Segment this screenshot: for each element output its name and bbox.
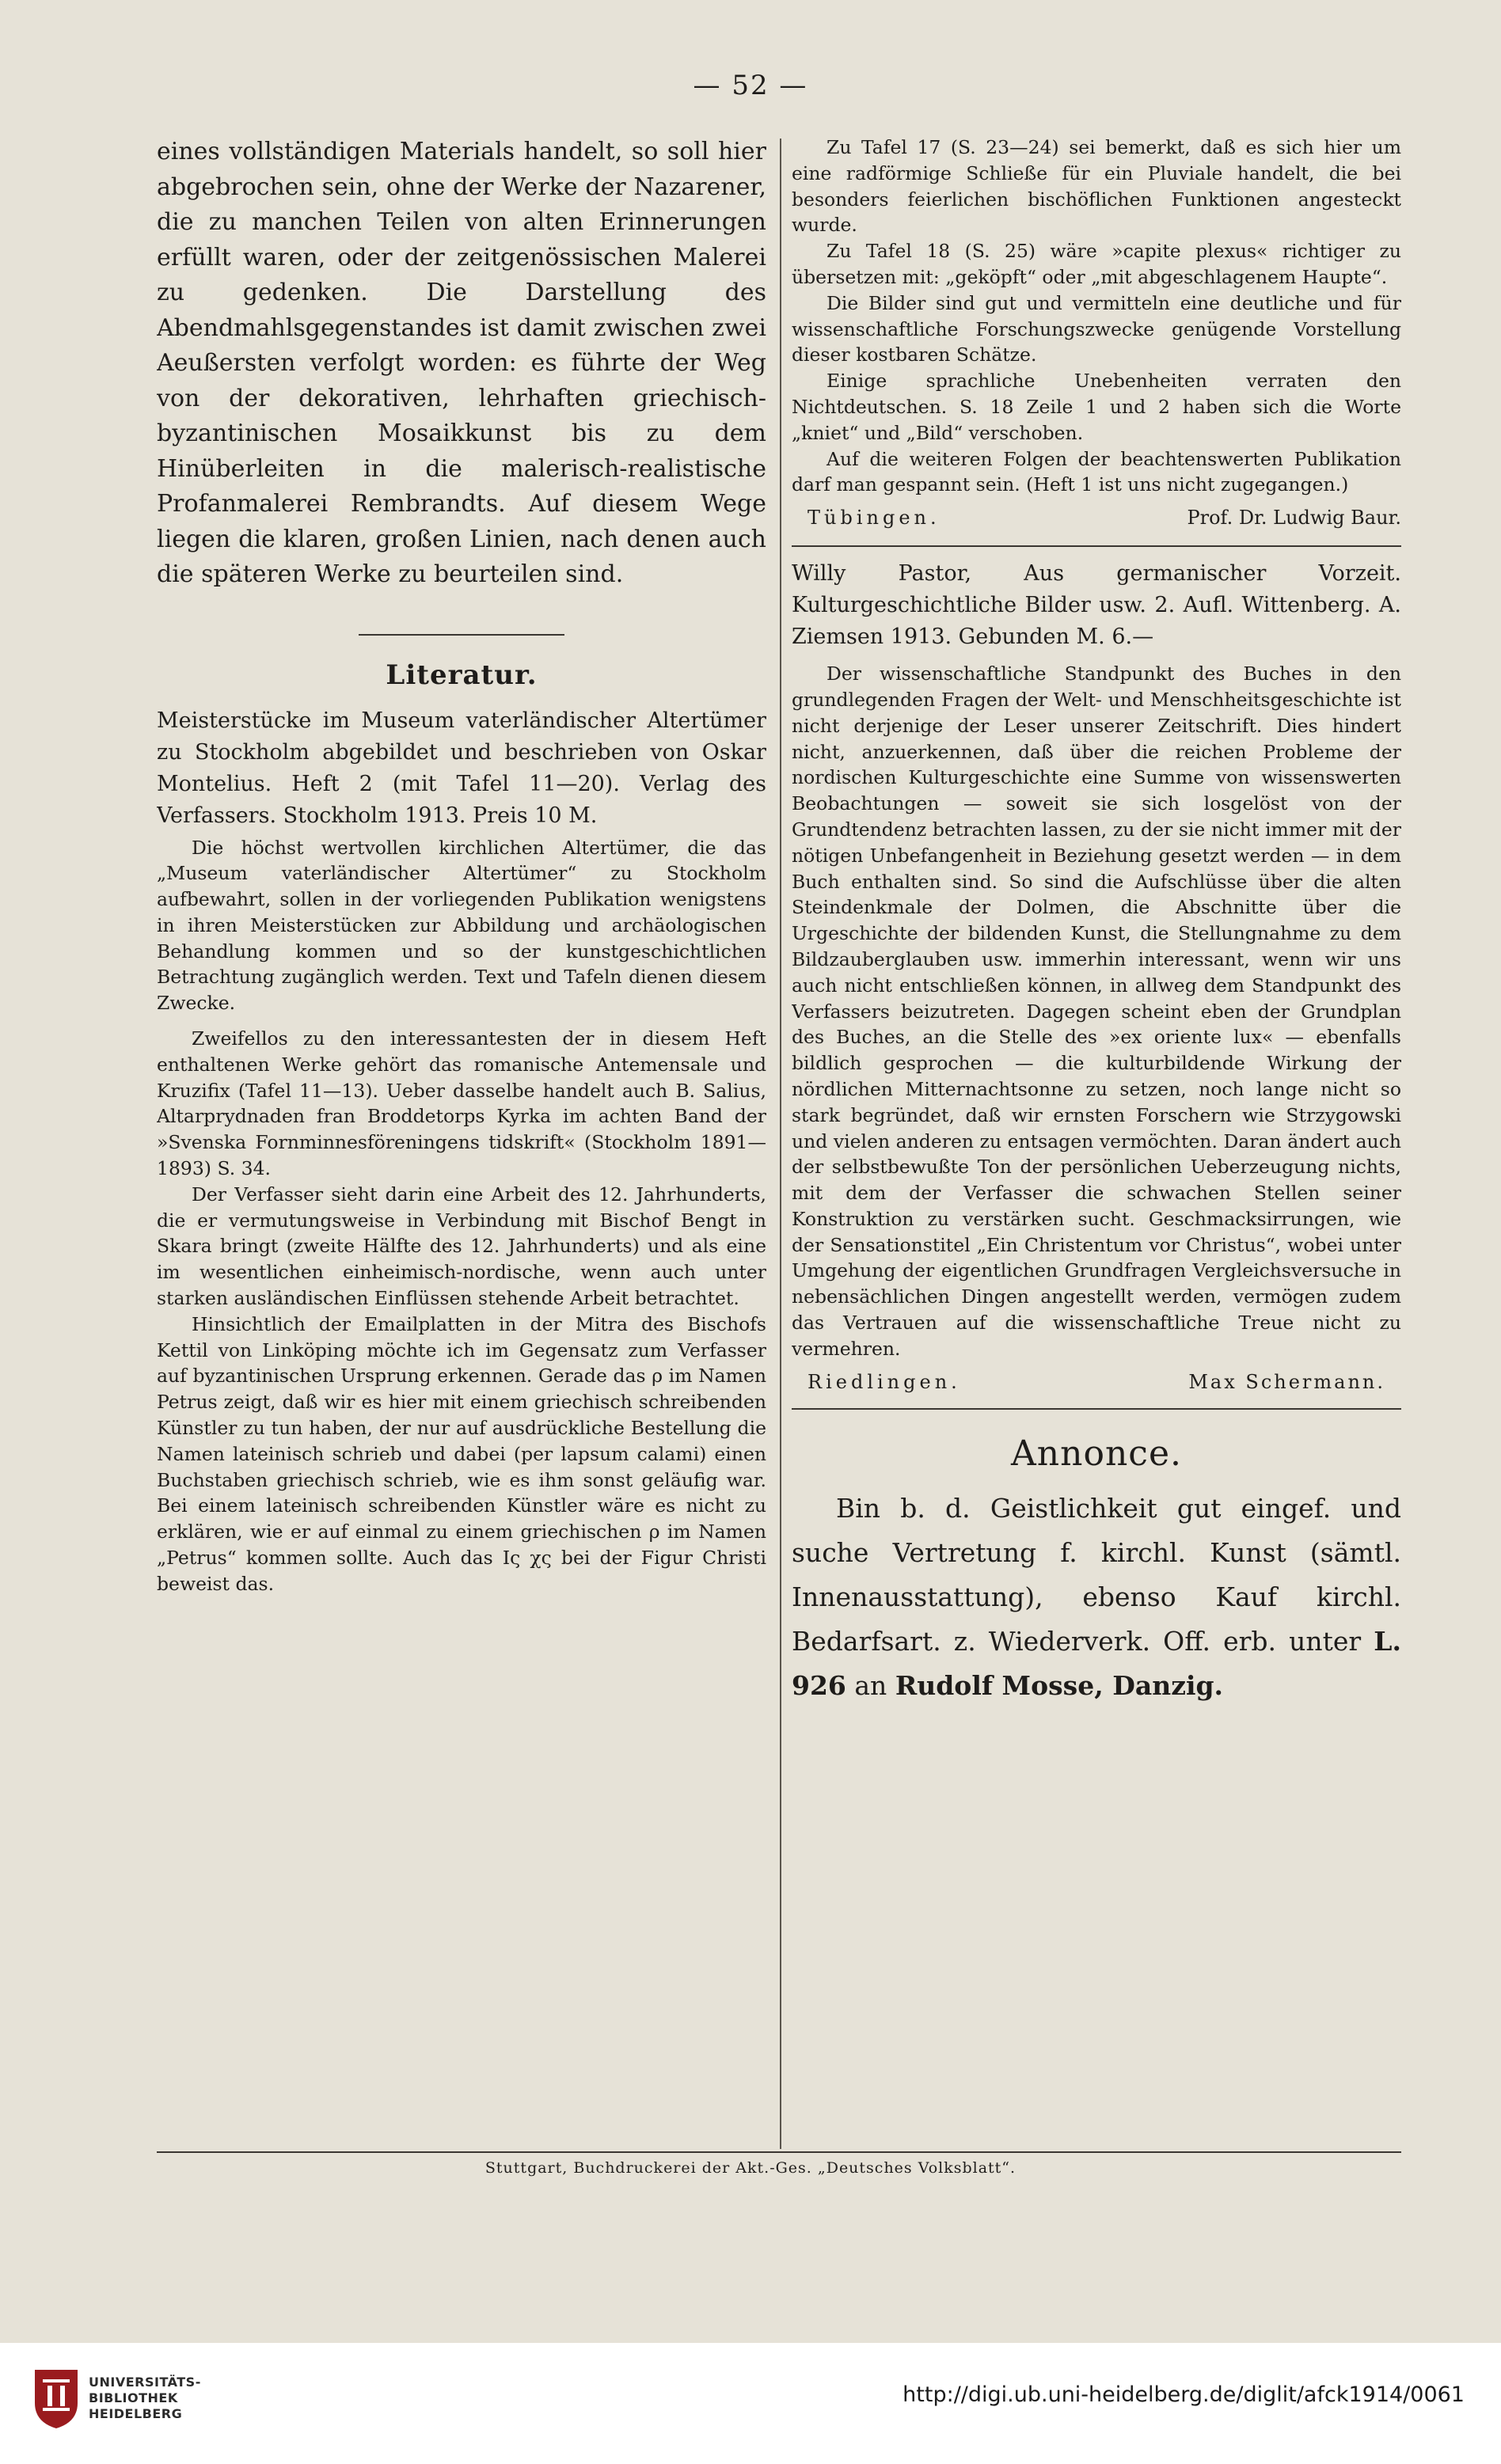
review-paragraph: Die Bilder sind gut und vermitteln eine deutliche und für wissenschaftliche Forschungszwecke genügende Vorstellung dieser kostbaren Schätze. <box>792 291 1401 366</box>
review-signature <box>792 1369 1401 1395</box>
review-paragraph: Hinsichtlich der Emailplatten in der Mitra des Bischofs Kettil von Linköping möchte ich im Gegensatz zum Verfasser auf byzantinischen Ursprung erkennen. Gerade das ρ im Namen Petrus zeigt, daß wir es hier mit einem griechisch schreibenden Künstler zu tun haben, der nur auf ausdrückliche Bestellung die Namen lateinisch schrieb und dabei (per lapsum calami) einen Buchstaben griechisch schrieb, wie es ihm sonst geläufig war. Bei einem lateinisch schreibenden Künstler wäre es nicht zu erklären, wie er auf einmal zu einem griechischen ρ im Namen „Petrus“ kommen sollte. Auch das Iς χς bei der Figur Christi beweist das. <box>157 1312 766 1595</box>
digital-copy-url[interactable]: http://digi.ub.uni-heidelberg.de/diglit/afck1914/0061 <box>902 2382 1465 2407</box>
review-paragraph: Zweifellos zu den interessantesten der in diesem Heft enthaltenen Werke gehört das romanische Antemensale und Kruzifix (Tafel 11—13). Ueber dasselbe handelt auch B. Salius, Altarprydnaden fran Broddetorps Kyrka im achten Band der »Svenska Fornminnesföreningens tidskrift« (Stockholm 1891—1893) S. 34. <box>157 1027 766 1180</box>
advertisement-connector: an <box>846 1669 895 1701</box>
advertisement-agency: Rudolf Mosse, Danzig. <box>895 1669 1224 1701</box>
university-seal-icon <box>32 2367 81 2430</box>
review-paragraph: Auf die weiteren Folgen der beachtenswerten Publikation darf man gespannt sein. (Heft 1 ist uns nicht zugegangen.) <box>792 447 1401 496</box>
right-column <box>792 135 1401 2161</box>
advertisement-body: Bin b. d. Geistlichkeit gut eingef. und suche Vertretung f. kirchl. Kunst (sämtl. Innenausstattung), ebenso Kauf kirchl. Bedarfsart. z. Wiederverk. Off. erb. unter <box>792 1492 1401 1657</box>
left-column <box>157 135 766 2161</box>
footer-divider <box>157 2151 1401 2153</box>
section-heading: Literatur. <box>386 659 538 691</box>
library-name-line: HEIDELBERG <box>89 2406 183 2421</box>
advertisement-code: L. 926 <box>792 1625 1401 1701</box>
library-name-line: UNIVERSITÄTS- <box>89 2375 201 2390</box>
review-paragraph: Die höchst wertvollen kirchlichen Altertümer, die das „Museum vaterländischer Altertümer“ zu Stockholm aufbewahrt, sollen in der vorliegenden Publikation wenigstens in ihren Meisterstücken zur Abbildung und archäologischen Behandlung kommen und so der kunstgeschichtlichen Betrachtung zugänglich werden. Text und Tafeln dienen diesem Zwecke. <box>157 836 766 1015</box>
section-divider <box>359 634 564 636</box>
library-name-line: BIBLIOTHEK <box>89 2390 178 2405</box>
review-title-meisterstuecke: Meisterstücke im Museum vaterländischer Altertümer zu Stockholm abgebildet und beschrieben von Oskar Montelius. Heft 2 (mit Tafel 11—20). Verlag des Verfassers. Stockholm 1913. Preis 10 M. <box>157 708 766 828</box>
library-footer <box>0 2343 1501 2464</box>
advertisement-heading: Annonce. <box>1011 1433 1182 1474</box>
page-number: — 52 — <box>693 70 808 101</box>
review-paragraph: Zu Tafel 18 (S. 25) wäre »capite plexus« richtiger zu übersetzen mit: „geköpft“ oder „mit abgeschlagenem Haupte“. <box>792 240 1401 288</box>
signature-place: Riedlingen. <box>808 1370 961 1393</box>
advertisement <box>792 1408 1401 1708</box>
review-paragraph: Der Verfasser sieht darin eine Arbeit des 12. Jahrhunderts, die er vermutungsweise in Verbindung mit Bischof Bengt in Skara bringt (zweite Hälfte des 12. Jahrhunderts) und als eine im wesentlichen einheimisch-nordische, wenn auch unter starken ausländischen Einflüssen stehende Arbeit betrachtet. <box>157 1183 766 1310</box>
signature-place: Tübingen. <box>808 507 940 530</box>
review-paragraph: Einige sprachliche Unebenheiten verraten den Nichtdeutschen. S. 18 Zeile 1 und 2 haben sich die Worte „kniet“ und „Bild“ verschoben. <box>792 370 1401 444</box>
signature-author: Prof. Dr. Ludwig Baur. <box>1187 507 1401 530</box>
review-signature <box>792 504 1401 531</box>
signature-author: Max Schermann. <box>1188 1370 1385 1393</box>
review-paragraph: Zu Tafel 17 (S. 23—24) sei bemerkt, daß es sich hier um eine radförmige Schließe für ein Pluviale handelt, die bei besonders feierlichen bischöflichen Funktionen angesteckt wurde. <box>792 136 1401 237</box>
advertisement-text <box>792 1486 1401 1708</box>
library-name <box>89 2375 201 2422</box>
review-title-pastor: Willy Pastor, Aus germanischer Vorzeit. Kulturgeschichtliche Bilder usw. 2. Aufl. Wittenberg. A. Ziemsen 1913. Gebunden M. 6.— <box>792 561 1401 650</box>
printer-imprint: Stuttgart, Buchdruckerei der Akt.-Ges. „Deutsches Volksblatt“. <box>484 2159 1016 2177</box>
review-divider <box>792 545 1401 547</box>
article-continuation: eines vollständigen Materials handelt, so soll hier abgebrochen sein, ohne der Werke der Nazarener, die zu manchen Teilen von alten Erinnerungen erfüllt waren, oder der zeitgenössischen Malerei zu gedenken. Die Darstellung des Abendmahlsgegenstandes ist damit zwischen zwei Aeußersten verfolgt worden: es führte der Weg von der dekorativen, lehrhaften griechisch-byzantinischen Mosaikkunst bis zu dem Hinüberleiten in die malerisch-realistische Profanmalerei Rembrandts. Auf diesem Wege liegen die klaren, großen Linien, nach denen auch die späteren Werke zu beurteilen sind. <box>157 138 766 588</box>
column-divider <box>780 139 781 2149</box>
review-paragraph: Der wissenschaftliche Standpunkt des Buches in den grundlegenden Fragen der Welt- und Menschheitsgeschichte ist nicht derjenige der Leser unserer Zeitschrift. Dies hindert nicht, anzuerkennen, daß über die reichen Probleme der nordischen Kulturgeschichte eine Summe von wissenswerten Beobachtungen — soweit sie sich losgelöst von der Grundtendenz betrachten lassen, zu der sie nicht immer mit der nötigen Unbefangenheit in Beziehung gesetzt werden — in dem Buch enthalten sind. So sind die Aufschlüsse über die alten Steindenkmale der Dolmen, die Abschnitte über die Urgeschichte der bildenden Kunst, die Stellungnahme zu dem Bildzauberglauben usw. immerhin interessant, wenn wir uns auch nicht entschließen können, in allweg dem Standpunkt des Verfassers beizutreten. Dagegen scheint eben der Grundplan des Buches, an die Stelle des »ex oriente lux« — ebenfalls bildlich gesprochen — die kulturbildende Wirkung der nördlichen Mitternachtsonne zu setzen, noch lange nicht so stark begründet, daß wir ernsten Forschern wie Strzygowski und vielen anderen zu entsagen vermöchten. Daran ändert auch der selbstbewußte Ton der persönlichen Ueberzeugung nichts, mit dem der Verfasser die schwachen Stellen seiner Konstruktion zu verstärken sucht. Geschmacksirrungen, wie der Sensationstitel „Ein Christentum vor Christus“, wobei unter Umgehung der eigentlichen Grundfragen Vergleichsversuche in nebensächlichen Dingen angestellt werden, vermögen zudem das Vertrauen auf die wissenschaftliche Treue nicht zu vermehren. <box>792 663 1401 1360</box>
